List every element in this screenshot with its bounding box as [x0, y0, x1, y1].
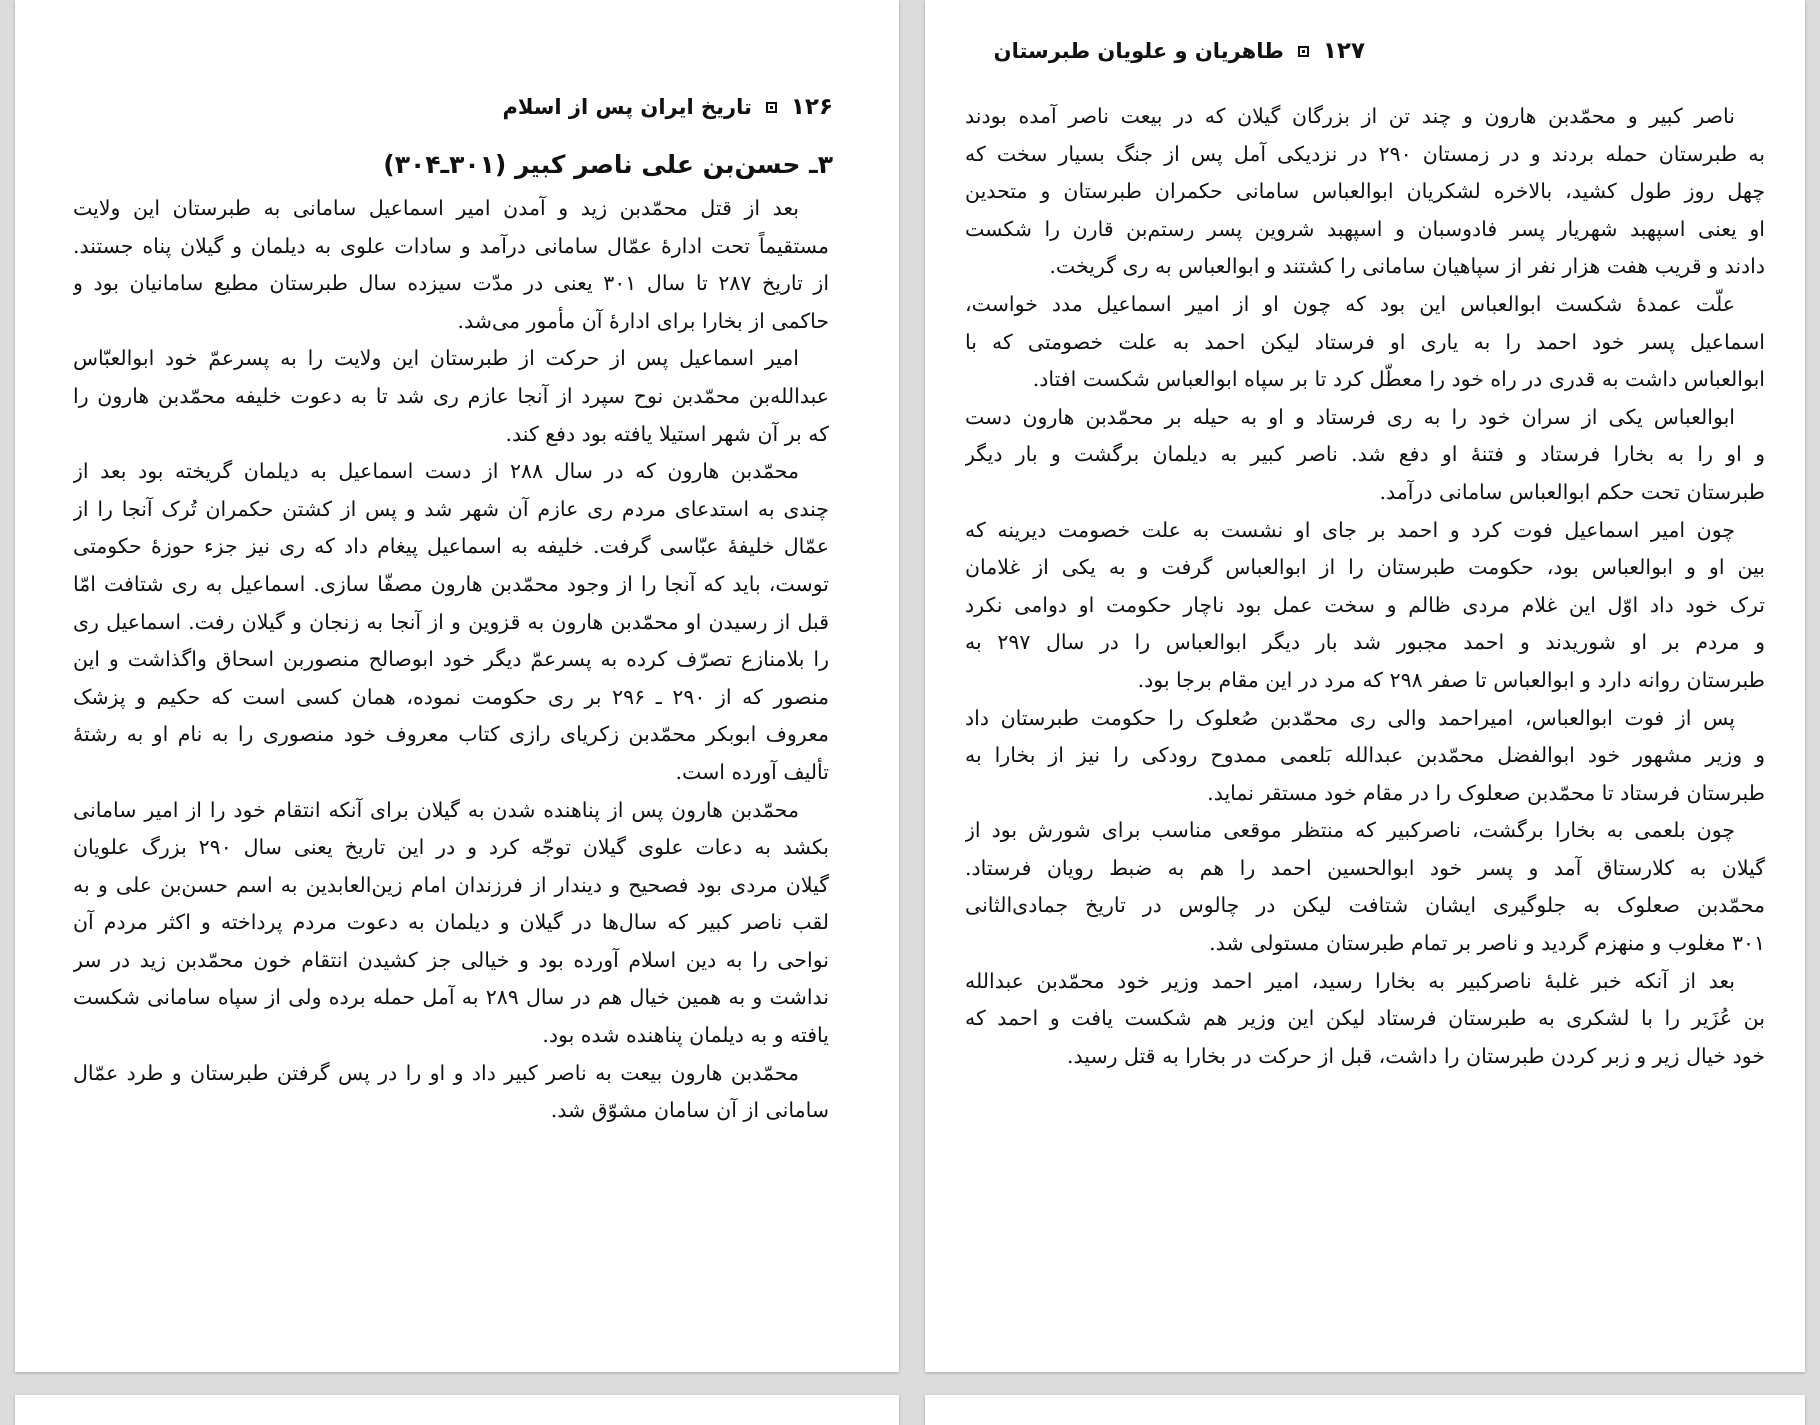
- running-title: طاهریان و علویان طبرستان: [993, 39, 1284, 63]
- page-127: [925, 0, 1805, 1372]
- page-number: ۱۲۷: [1322, 38, 1365, 64]
- running-title: تاریخ ایران پس از اسلام: [502, 95, 752, 119]
- text-line: طبرستان تحت حکم ابوالعباس سامانی درآمد.: [1379, 479, 1765, 504]
- text-line: منصور که از ۲۹۰ ـ ۲۹۶ بر ری حکومت نموده، همان کسی است که حکیم و پزشک: [73, 684, 829, 709]
- text-line: محمّدبن هارون بیعت به ناصر کبیر داد و او را در پس گرفتن طبرستان و طرد عمّال: [73, 1060, 799, 1085]
- square-bullet-icon: [1298, 46, 1309, 57]
- text-line: محمّدبن هارون پس از پناهنده شدن به گیلان برای آنکه انتقام خود را از امیر سامانی: [73, 797, 799, 822]
- page-126: [15, 0, 899, 1372]
- text-line: بعد از آنکه خبر غلبهٔ ناصرکبیر به بخارا رسید، امیر احمد وزیر خود محمّدبن عبدالله: [965, 968, 1735, 993]
- text-line: سامانی از آن سامان مشوّق شد.: [550, 1098, 829, 1123]
- text-line: مستقیماً تحت ادارهٔ عمّال سامانی درآمد و سادات علوی به دیلمان و گیلان پناه جستند.: [73, 233, 829, 258]
- text-line: ۳۰۱ مغلوب و منهزم گردید و ناصر بر تمام طبرستان مستولی شد.: [1209, 931, 1765, 956]
- text-line: عبدالله‌بن محمّدبن نوح سپرد از آنجا عازم ری شد تا به دعوت خلیفه محمّدبن هارون را: [73, 383, 829, 408]
- text-line: توست، باید که آنجا را از وجود محمّدبن هارون مصفّا سازی. اسماعیل به ری شتافت امّا: [73, 571, 829, 596]
- body-text-left: [73, 190, 829, 1130]
- text-line: و وزیر مشهور خود ابوالفضل محمّدبن عبدالله بَلعمی ممدوح رودکی را نیز از بخارا به: [965, 743, 1765, 768]
- next-page-left-edge: [15, 1395, 899, 1425]
- text-line: و مردم بر او شوریدند و احمد مجبور شد بار دیگر ابوالعباس را در سال ۲۹۷ به: [965, 630, 1765, 655]
- text-line: علّت عمدهٔ شکست ابوالعباس این بود که چون او از امیر اسماعیل مدد خواست،: [965, 291, 1735, 316]
- square-bullet-icon: [766, 102, 777, 113]
- text-line: او یعنی اسپهبد شهریار پسر فادوسبان و اسپهبد شروین پسر رستم‌بن قارن را شکست: [965, 216, 1765, 241]
- text-line: عمّال خلیفهٔ عبّاسی گرفت. خلیفه به اسماعیل پیغام داد که ری نیز جزء حوزهٔ حکومتی: [73, 534, 829, 559]
- text-line: بعد از قتل محمّدبن زید و آمدن امیر اسماعیل سامانی به طبرستان این ولایت: [73, 196, 799, 220]
- text-line: ناصر کبیر و محمّدبن هارون و چند تن از بزرگان گیلان که در بیعت ناصر آمده بودند: [965, 104, 1735, 128]
- text-line: گیلان مردی بود فصحیح و دیندار از فرزندان امام زین‌العابدین به اسم حسن‌بن علی و به: [73, 872, 829, 897]
- text-line: نداشت و به همین خیال هم در سال ۲۸۹ به آمل حمله برده ولی از سپاه سامانی شکست: [73, 985, 829, 1010]
- text-line: از تاریخ ۲۸۷ تا سال ۳۰۱ یعنی در مدّت سیزده سال طبرستان مطیع سامانیان بود و: [73, 271, 829, 296]
- text-line: ترک خود داد اوّل این غلام مردی ظالم و سخت عمل بود ناچار حکومت او دوامی نکرد: [965, 592, 1765, 617]
- text-line: یافته و به دیلمان پناهنده شده بود.: [542, 1023, 829, 1048]
- next-page-right-edge: [925, 1395, 1805, 1425]
- text-line: لقب ناصر کبیر که سال‌ها در گیلان و دیلمان به دعوت مردم پرداخته و اکثر مردم آن: [73, 910, 829, 935]
- running-head-left: [502, 94, 833, 120]
- text-line: بکشد به دعات علوی گیلان توجّه کرد و در این تاریخ یعنی سال ۲۹۰ بزرگ علویان: [73, 835, 829, 860]
- text-line: چون بلعمی به بخارا برگشت، ناصرکبیر که منتظر موقعی مناسب برای شورش بود از: [965, 818, 1735, 843]
- text-line: نواحی را به دین اسلام آورده بود و خیالی جز کشیدن انتقام خون محمّدبن زید در سر: [73, 947, 829, 972]
- text-line: اسماعیل پسر خود احمد را به یاری او فرستاد لیکن احمد به علت خصومتی که با: [965, 329, 1765, 354]
- text-line: خود خیال زیر و زبر کردن طبرستان را داشت، قبل از حرکت در بخارا به قتل رسید.: [1067, 1043, 1765, 1068]
- text-line: گیلان به کلارستاق آمد و پسر خود ابوالحسین احمد را هم به ضبط رویان فرستاد.: [965, 855, 1765, 880]
- text-line: چون امیر اسماعیل فوت کرد و احمد بر جای او نشست به علت خصومت دیرینه که: [965, 517, 1735, 542]
- text-line: که بر آن شهر استیلا یافته بود دفع کند.: [505, 421, 829, 446]
- text-line: محمّدبن هارون که در سال ۲۸۸ از دست اسماعیل به دیلمان گریخته بود بعد از: [73, 459, 799, 484]
- body-text-right: [965, 98, 1765, 1075]
- text-line: ابوالعباس یکی از سران خود را به ری فرستاد و او به حیله بر محمّدبن هارون دست: [965, 404, 1735, 429]
- text-line: و او را به بخارا فرستاد و فتنهٔ او دفع شد. ناصر کبیر به دیلمان برگشت و بار دیگر: [965, 442, 1765, 467]
- text-line: معروف ابوبکر محمّدبن زکریای رازی کتاب معروف خود منصوری را به نام او به رشتهٔ: [73, 722, 829, 747]
- text-line: ابوالعباس داشت به قدری در راه خود را معطّل کرد تا بر سپاه ابوالعباس شکست افتاد.: [1032, 367, 1765, 392]
- text-line: را بلامنازع تصرّف کرده به پسرعمّ دیگر خود ابوصالح منصوربن اسحاق واگذاشت و این: [73, 647, 829, 672]
- text-line: دادند و قریب هفت هزار نفر از سپاهیان سامانی را کشتند و ابوالعباس به ری گریخت.: [1049, 254, 1765, 279]
- text-line: چندی به استدعای مردم ری عازم آن شهر شد و پس از کشتن حکمران تُرک آنجا را از: [73, 496, 829, 521]
- text-line: تألیف آورده است.: [675, 759, 829, 784]
- text-line: چهل روز طول کشید، بالاخره لشکریان ابوالعباس سامانی حکمران طبرستان و متحدین: [965, 179, 1765, 204]
- text-line: حاکمی از بخارا برای ادارهٔ آن مأمور می‌شد.: [457, 308, 829, 333]
- text-line: بین او و ابوالعباس بود، حکومت طبرستان را از ابوالعباس گرفت و به یکی از غلامان: [965, 555, 1765, 580]
- running-head-right: [994, 38, 1365, 64]
- text-line: طبرستان فرستاد تا محمّدبن صعلوک را در مقام خود مستقر نماید.: [1207, 780, 1765, 805]
- page-number: ۱۲۶: [790, 94, 833, 120]
- text-line: به طبرستان حمله بردند و در زمستان ۲۹۰ در نزدیکی آمل پس از جنگ بسیار سخت که: [965, 141, 1765, 166]
- section-heading: ۳ـ حسن‌بن علی ناصر کبیر (۳۰۱ـ۳۰۴): [383, 150, 833, 179]
- text-line: پس از فوت ابوالعباس، امیراحمد والی ری محمّدبن صُعلوک را حکومت طبرستان داد: [965, 705, 1735, 730]
- text-line: قبل از رسیدن او محمّدبن هارون به قزوین و از آنجا به زنجان و گیلان رفت. اسماعیل ری: [73, 609, 829, 634]
- text-line: طبرستان روانه دارد و ابوالعباس تا صفر ۲۹۸ که مرد در این مقام برجا بود.: [1137, 667, 1765, 692]
- text-line: امیر اسماعیل پس از حرکت از طبرستان این ولایت را به پسرعمّ خود ابوالعبّاس: [73, 346, 799, 371]
- text-line: محمّدبن صعلوک به جلوگیری ایشان شتافت لیکن در چالوس در تاریخ جمادی‌الثانی: [965, 893, 1765, 918]
- text-line: بن عُزَیر را با لشکری به طبرستان فرستاد لیکن این وزیر هم شکست یافت و احمد که: [965, 1006, 1765, 1031]
